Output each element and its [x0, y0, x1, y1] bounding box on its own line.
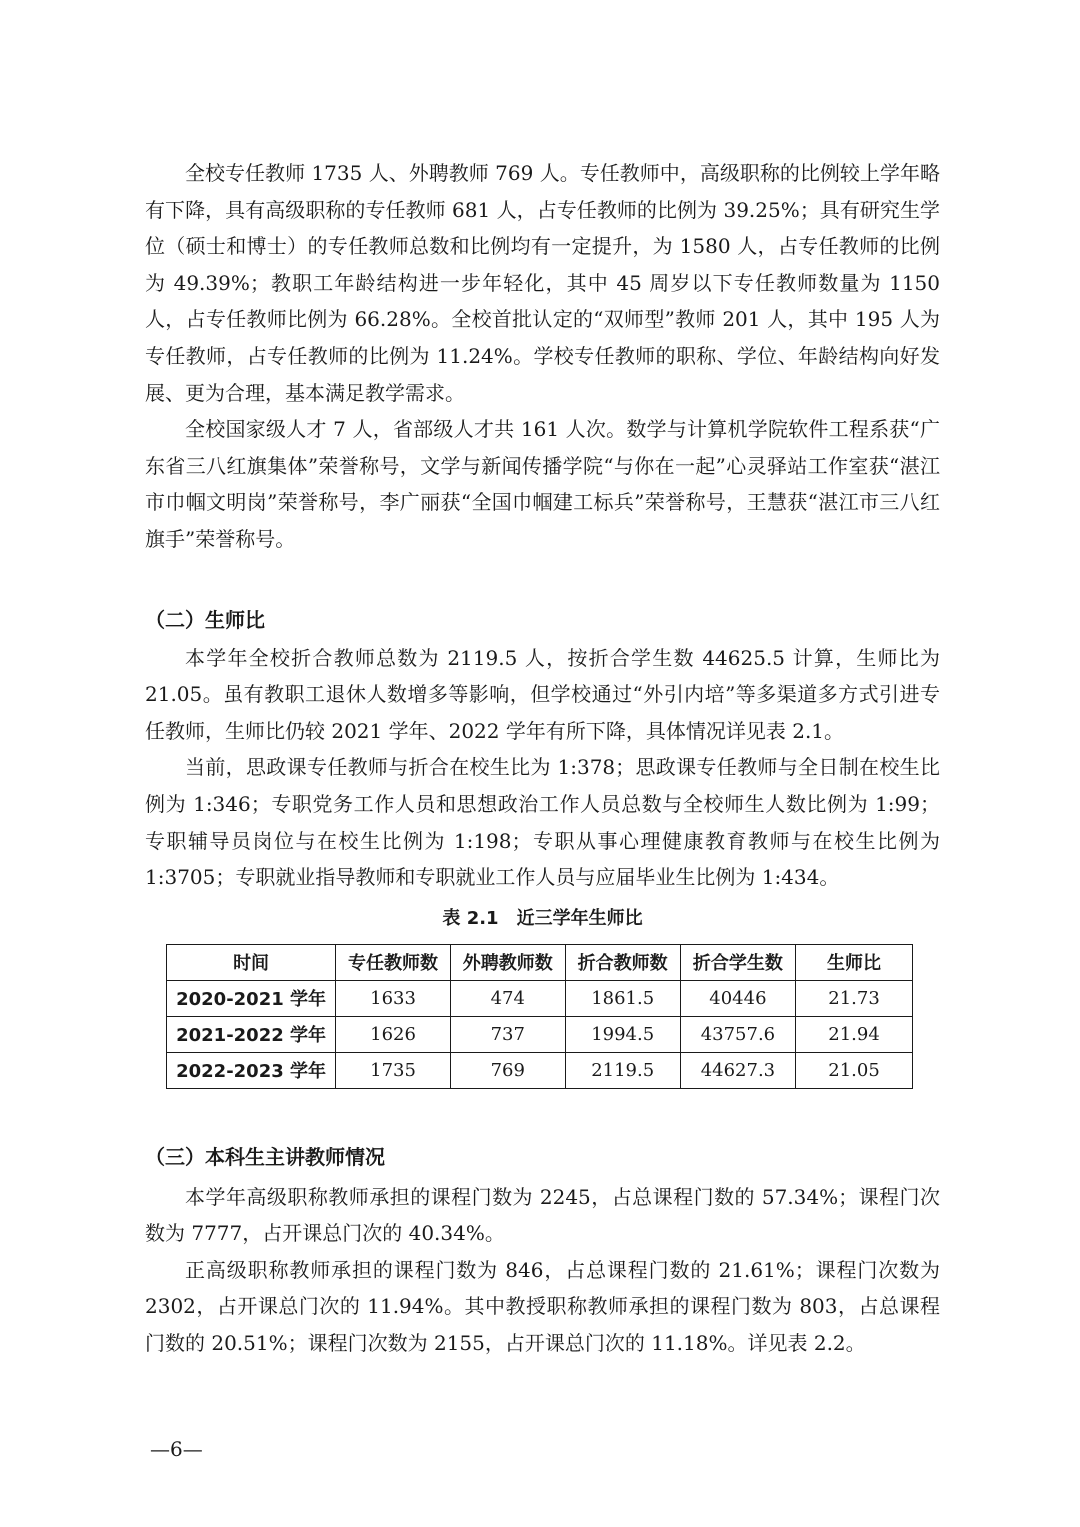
table-row: [167, 1052, 913, 1088]
ratio-table: [166, 944, 913, 1089]
table-row: [167, 1016, 913, 1052]
column-header: 生师比: [796, 944, 913, 980]
table-cell: 1626: [336, 1016, 451, 1052]
section-heading-lecturers: （三）本科生主讲教师情况: [145, 1144, 385, 1169]
table-caption: 表 2.1 近三学年生师比: [442, 907, 643, 929]
paragraph-ratio-details: 当前，思政课专任教师与折合在校生比为 1:378；思政课专任教师与全日制在校生比例为 1:346；专职党务工作人员和思想政治工作人员总数与全校师生人数比例为 1:99；专职辅导员岗位与在校生比例为 1:198；专职从事心理健康教育教师与在校生比例为 1:3705；专职就业指导教师和专职就业工作人员与应届毕业生比例为 1:434。: [145, 755, 940, 890]
table-cell: 40446: [680, 980, 795, 1016]
paragraph-full-senior-titles: 正高级职称教师承担的课程门数为 846，占总课程门数的 21.61%；课程门次数为 2302，占开课总门次的 11.94%。其中教授职称教师承担的课程门数为 803，占总课程门数的 20.51%；课程门次数为 2155，占开课总门次的 11.18%。详见表 2.2。: [145, 1257, 940, 1356]
table-cell: 737: [450, 1016, 565, 1052]
table-cell: 21.73: [796, 980, 913, 1016]
table-cell: 2021-2022 学年: [167, 1016, 336, 1052]
section-heading-student-teacher-ratio: （二）生师比: [145, 607, 265, 632]
table-cell: 2119.5: [565, 1052, 680, 1088]
page-number: —6—: [150, 1437, 203, 1461]
table-row: [167, 980, 913, 1016]
table-cell: 1994.5: [565, 1016, 680, 1052]
table-cell: 1735: [336, 1052, 451, 1088]
paragraph-senior-titles: 本学年高级职称教师承担的课程门数为 2245，占总课程门数的 57.34%；课程门次数为 7777，占开课总门次的 40.34%。: [145, 1184, 940, 1246]
column-header: 外聘教师数: [450, 944, 565, 980]
paragraph-talent-honors: 全校国家级人才 7 人，省部级人才共 161 人次。数学与计算机学院软件工程系获“广东省三八红旗集体”荣誉称号，文学与新闻传播学院“与你在一起”心灵驿站工作室获“湛江市巾帼文明岗”荣誉称号，李广丽获“全国巾帼建工标兵”荣誉称号，王慧获“湛江市三八红旗手”荣誉称号。: [145, 417, 940, 551]
document-page: [145, 155, 940, 1362]
column-header: 折合学生数: [680, 944, 795, 980]
column-header: 折合教师数: [565, 944, 680, 980]
column-header: 时间: [167, 944, 336, 980]
table-cell: 21.05: [796, 1052, 913, 1088]
paragraph-teachers-summary: 全校专任教师 1735 人、外聘教师 769 人。专任教师中，高级职称的比例较上学年略有下降，具有高级职称的专任教师 681 人，占专任教师的比例为 39.25%；具有研究生学位（硕士和博士）的专任教师总数和比例均有一定提升，为 1580 人，占专任教师的比例为 49.39%；教职工年龄结构进一步年轻化，其中 45 周岁以下专任教师数量为 1150 人，占专任教师比例为 66.28%。全校首批认定的“双师型”教师 201 人，其中 195 人为专任教师，占专任教师的比例为 11.24%。学校专任教师的职称、学位、年龄结构向好发展、更为合理，基本满足教学需求。: [145, 161, 940, 405]
column-header: 专任教师数: [336, 944, 451, 980]
table-cell: 44627.3: [680, 1052, 795, 1088]
table-cell: 2020-2021 学年: [167, 980, 336, 1016]
table-cell: 43757.6: [680, 1016, 795, 1052]
table-header-row: [167, 944, 913, 980]
table-cell: 1861.5: [565, 980, 680, 1016]
table-cell: 2022-2023 学年: [167, 1052, 336, 1088]
table-cell: 769: [450, 1052, 565, 1088]
table-cell: 474: [450, 980, 565, 1016]
paragraph-ratio-overview: 本学年全校折合教师总数为 2119.5 人，按折合学生数 44625.5 计算，生师比为 21.05。虽有教职工退休人数增多等影响，但学校通过“外引内培”等多渠道多方式引进专任教师，生师比仍较 2021 学年、2022 学年有所下降，具体情况详见表 2.1。: [145, 645, 940, 743]
table-cell: 1633: [336, 980, 451, 1016]
table-cell: 21.94: [796, 1016, 913, 1052]
